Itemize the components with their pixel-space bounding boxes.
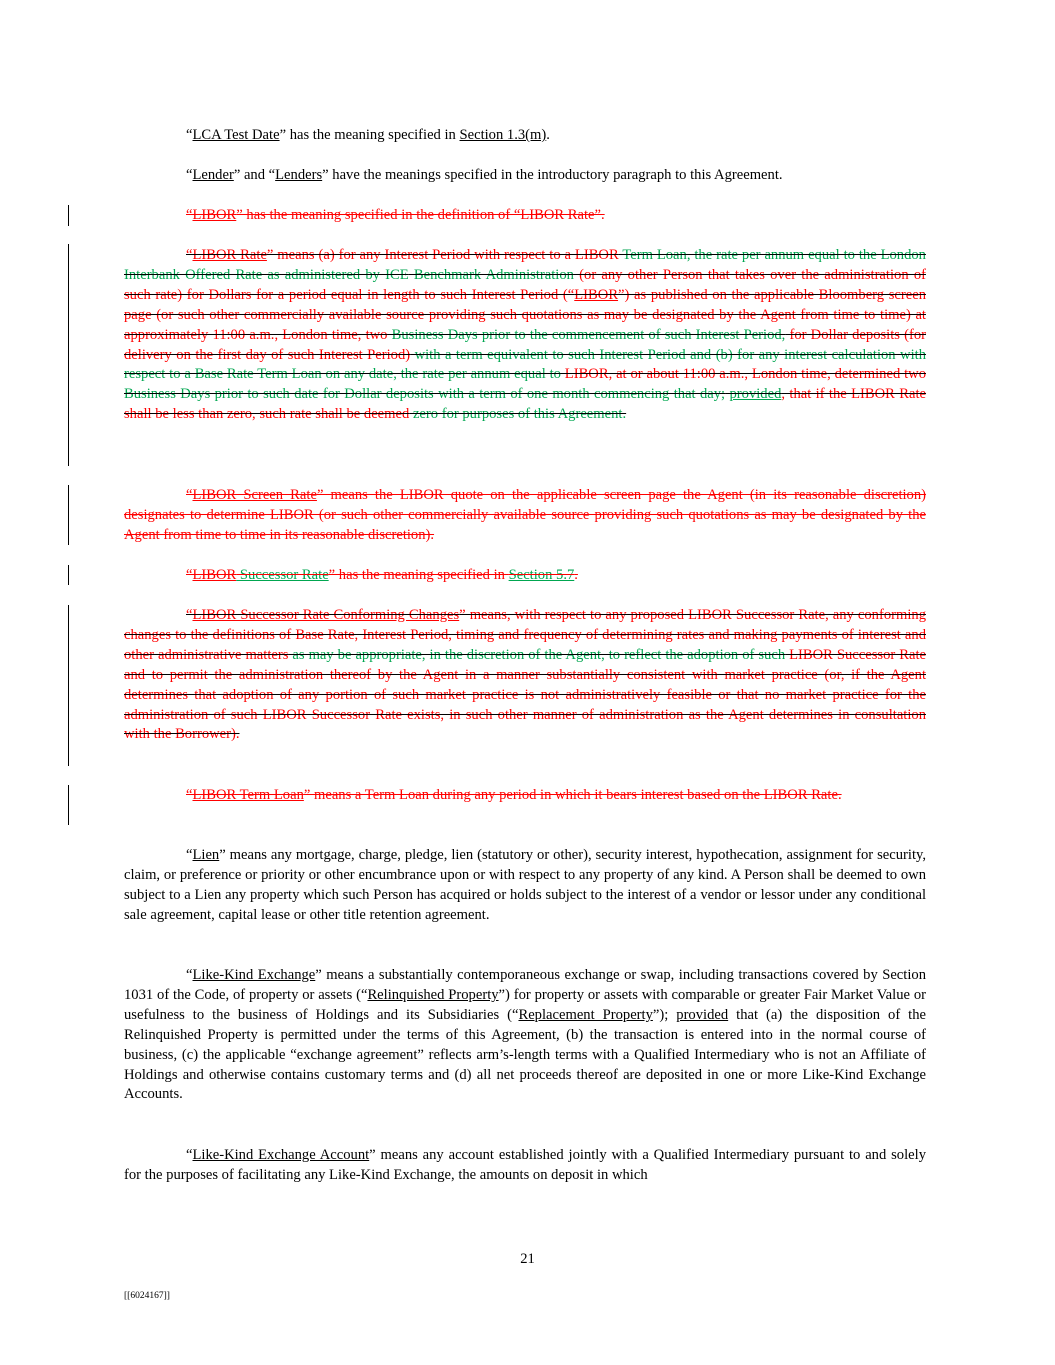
defined-term: Lien [192, 847, 220, 863]
defined-term: LIBOR Successor Rate Conforming Changes [192, 607, 460, 623]
change-bar [68, 485, 69, 545]
definition-like-kind-exchange: “Like-Kind Exchange” means a substantially contemporaneous exchange or swap, including transactions covered by Section 1031 of the Code, of property or assets (“Relinquished Property”) for property or assets with comparable or greater Fair Market Value or usefulness to the business of Holdings and its Subsidiaries (“Replacement Property”); provided that (a) the disposition of the Relinquished Property is permitted under the terms of this Agreement, (b) the transaction is entered into in the normal course of business, (c) the applicable “exchange agreement” reflects arm’s-length terms with a Qualified Intermediary who is not an Affiliate of Holdings and otherwise contains customary terms and (d) all net proceeds thereof are deposited in one or more Like-Kind Exchange Accounts. [124, 967, 926, 1103]
definition-libor-conforming-changes-deleted: “LIBOR Successor Rate Conforming Changes” means, with respect to any proposed LIBOR Successor Rate, any conforming changes to the definitions of Base Rate, Interest Period, timing and frequency of determining rates and making payments of interest and other administrative matters as may be appropriate, in the discretion of the Agent, to reflect the adoption of such LIBOR Successor Rate and to permit the administration thereof by the Agent in a manner substantially consistent with market practice (or, if the Agent determines that adoption of any portion of such market practice is not administratively feasible or that no market practice for the administration of such LIBOR Successor Rate exists, in such other manner of administration as the Agent determines in consultation with the Borrower). [124, 607, 926, 743]
defined-term: Relinquished Property [367, 986, 499, 1003]
defined-term: LIBOR Term Loan [192, 787, 304, 803]
proviso-term: provided [729, 386, 782, 403]
section-reference: Section 1.3(m) [459, 127, 547, 143]
defined-term: LCA Test Date [192, 127, 280, 143]
definition-libor-term-loan-deleted: “LIBOR Term Loan” means a Term Loan during any period in which it bears interest based on the LIBOR Rate. [186, 787, 842, 803]
definition-lender: “Lender” and “Lenders” have the meanings specified in the introductory paragraph to this Agreement. [186, 167, 783, 183]
change-bar [68, 785, 69, 825]
defined-term: Lender [192, 167, 234, 183]
proviso-term: provided [676, 1006, 729, 1023]
page-number: 21 [520, 1251, 535, 1267]
section-reference: Section 5.7 [508, 567, 575, 583]
defined-term: Replacement Property [518, 1006, 653, 1023]
defined-term: Successor Rate [236, 567, 329, 583]
definition-libor-rate-deleted: “LIBOR Rate” means (a) for any Interest Period with respect to a LIBOR Term Loan, the rate per annum equal to the London Interbank Offered Rate as administered by ICE Benchmark Administration (or any other Person that takes over the administration of such rate) for Dollars for a period equal in length to such Interest Period (“LIBOR”) as published on the applicable Bloomberg screen page (or such other commercially available source providing such quotations as may be designated by the Agent from time to time) at approximately 11:00 a.m., London time, two Business Days prior to the commencement of such Interest Period, for Dollar deposits (for delivery on the first day of such Interest Period) with a term equivalent to such Interest Period and (b) for any interest calculation with respect to a Base Rate Term Loan on any date, the rate per annum equal to LIBOR, at or about 11:00 a.m., London time, determined two Business Days prior to such date for Dollar deposits with a term of one month commencing that day; provided, that if the LIBOR Rate shall be less than zero, such rate shall be deemed zero for purposes of this Agreement. [124, 247, 927, 423]
defined-term: Lenders [275, 167, 323, 183]
definition-libor-successor-rate-deleted: “LIBOR Successor Rate” has the meaning specified in Section 5.7. [186, 567, 578, 583]
definition-lca-test-date: “LCA Test Date” has the meaning specified in Section 1.3(m). [186, 127, 550, 143]
defined-term: LIBOR Rate [192, 247, 267, 263]
defined-term: Like-Kind Exchange [192, 967, 316, 983]
change-bar [68, 565, 69, 585]
defined-term: LIBOR [192, 567, 237, 583]
change-bar [68, 205, 69, 226]
document-id: [[6024167]] [124, 1291, 170, 1301]
definition-like-kind-exchange-account: “Like-Kind Exchange Account” means any account established jointly with a Qualified Intermediary pursuant to and solely for the purposes of facilitating any Like-Kind Exchange, the amounts on deposit in which [124, 1147, 926, 1183]
change-bar [68, 605, 69, 766]
definition-libor-screen-rate-deleted: “LIBOR Screen Rate” means the LIBOR quote on the applicable screen page the Agent (in its reasonable discretion) designates to determine LIBOR (or such other commercially available source providing such quotations as may be designated by the Agent from time to time in its reasonable discretion). [124, 487, 927, 543]
change-bar [68, 244, 69, 466]
definition-lien: “Lien” means any mortgage, charge, pledge, lien (statutory or other), security interest, hypothecation, assignment for security, claim, or preference or priority or other encumbrance upon or with respect to any property of any kind. A Person shall be deemed to own subject to a Lien any property which such Person has acquired or holds subject to the interest of a vendor or lessor under any conditional sale agreement, capital lease or other title retention agreement. [124, 847, 926, 923]
definition-libor-deleted: “LIBOR” has the meaning specified in the definition of “LIBOR Rate”. [186, 207, 605, 223]
defined-term: LIBOR Screen Rate [192, 487, 317, 503]
defined-term: Like-Kind Exchange Account [192, 1147, 370, 1163]
defined-term: LIBOR [192, 207, 237, 223]
defined-term: LIBOR [574, 286, 619, 303]
